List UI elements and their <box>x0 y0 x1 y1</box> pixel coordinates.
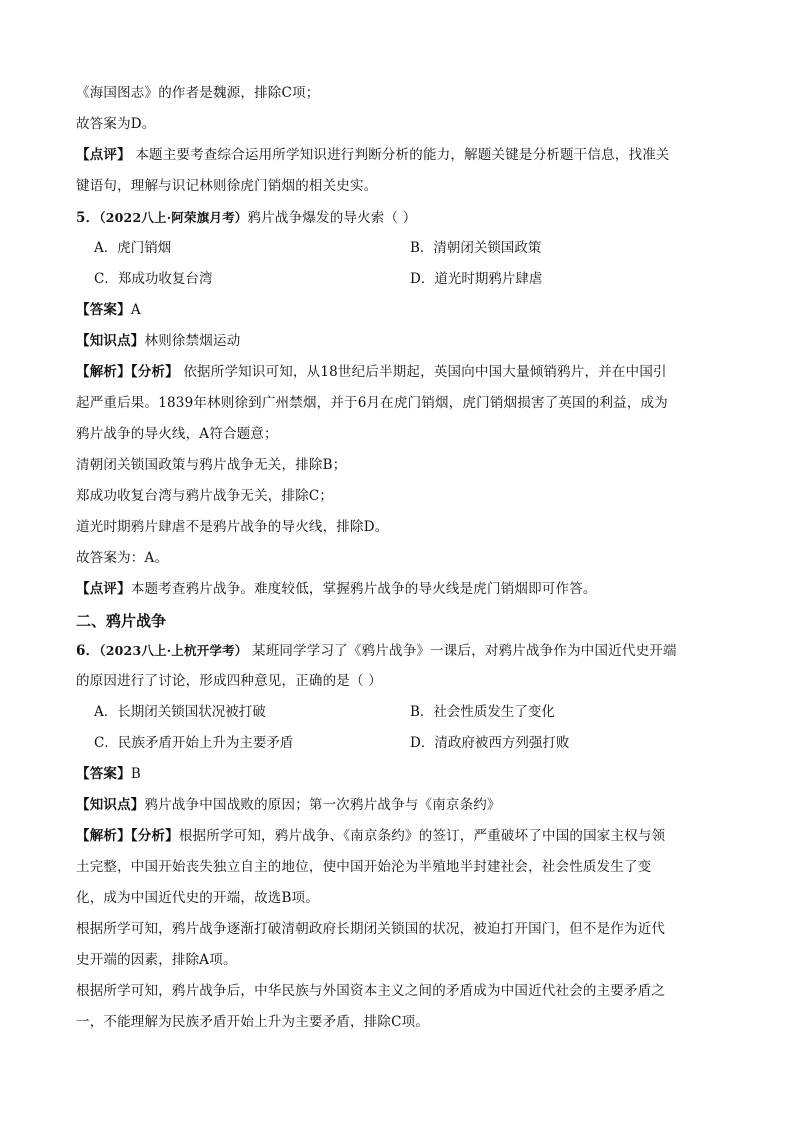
options-row <box>76 697 726 728</box>
comment-tag: 【点评】 <box>76 147 131 163</box>
analysis-tag: 【解析】【分析】 <box>76 364 179 380</box>
answer-tag: 【答案】 <box>76 766 131 782</box>
knowledge-point-line <box>76 326 726 357</box>
question-source: （2023八上·上杭开学考） <box>99 643 248 658</box>
analysis-line: 根据所学可知，鸦片战争后，中华民族与外国资本主义之间的矛盾成为中国近代社会的主要矛盾之 <box>76 983 666 999</box>
analysis-line <box>76 357 726 388</box>
answer-line <box>76 295 726 326</box>
comment-tag: 【点评】 <box>76 581 131 597</box>
question-number: 5． <box>76 210 100 226</box>
analysis-line: 郑成功收复台湾与鸦片战争无关，排除C； <box>76 488 334 504</box>
analysis-line: 一，不能理解为民族矛盾开始上升为主要矛盾，排除C项。 <box>76 1014 430 1030</box>
answer-value: B <box>130 766 141 782</box>
text-line: 《海国图志》的作者是魏源，排除C项； <box>76 85 320 101</box>
comment-text: 本题主要考查综合运用所学知识进行判断分析的能力，解题关键是分析题干信息，找准关 <box>135 147 670 163</box>
options-row <box>76 728 726 759</box>
comment-line <box>76 140 726 171</box>
analysis-line <box>76 821 726 852</box>
answer-line <box>76 759 726 790</box>
text-line: 故答案为D。 <box>76 116 156 132</box>
analysis-line: 故答案为：A。 <box>76 550 169 566</box>
option-d: D．清政府被西方列强打败 <box>410 735 570 751</box>
comment-text: 本题考查鸦片战争。难度较低，掌握鸦片战争的导火线是虎门销烟即可作答。 <box>130 581 597 597</box>
analysis-line: 清朝闭关锁国政策与鸦片战争无关，排除B； <box>76 457 347 473</box>
knowledge-point-text: 林则徐禁烟运动 <box>144 333 241 349</box>
analysis-line: 起严重后果。1839年林则徐到广州禁烟，并于6月在虎门销烟，虎门销烟损害了英国的利益，成为 <box>76 395 668 411</box>
analysis-text: 依据所学知识可知，从18世纪后半期起，英国向中国大量倾销鸦片，并在中国引 <box>183 364 667 380</box>
knowledge-point-line <box>76 790 726 821</box>
knowledge-point-tag: 【知识点】 <box>76 797 145 813</box>
option-b: B．社会性质发生了变化 <box>410 704 555 720</box>
question-text: 某班同学学习了《鸦片战争》一课后，对鸦片战争作为中国近代史开端 <box>252 643 677 659</box>
answer-tag: 【答案】 <box>76 302 131 318</box>
analysis-line: 根据所学可知，鸦片战争逐渐打破清朝政府长期闭关锁国的状况，被迫打开国门，但不是作为近代 <box>76 921 666 937</box>
section-heading: 二、鸦片战争 <box>76 612 167 630</box>
options-row <box>76 264 726 295</box>
question-5-stem <box>76 202 726 233</box>
option-a: A．虎门销烟 <box>94 240 172 256</box>
question-6-stem <box>76 635 726 666</box>
comment-line <box>76 574 726 605</box>
question-source: （2022八上·阿荣旗月考） <box>99 210 248 225</box>
option-b: B．清朝闭关锁国政策 <box>410 240 542 256</box>
option-a: A．长期闭关锁国状况被打破 <box>94 704 266 720</box>
analysis-line: 史开端的因素，排除A项。 <box>76 952 237 968</box>
document-page <box>76 78 726 1038</box>
question-text: 的原因进行了讨论，形成四种意见，正确的是（ ） <box>76 673 382 689</box>
option-d: D．道光时期鸦片肆虐 <box>410 271 543 287</box>
analysis-line: 道光时期鸦片肆虐不是鸦片战争的导火线，排除D。 <box>76 519 389 535</box>
knowledge-point-text: 鸦片战争中国战败的原因；第一次鸦片战争与《南京条约》 <box>144 797 501 813</box>
question-text: 鸦片战争爆发的导火索（ ） <box>247 210 417 226</box>
analysis-line: 土完整，中国开始丧失独立自主的地位，使中国开始沦为半殖地半封建社会，社会性质发生了变 <box>76 859 652 875</box>
option-c: C．郑成功收复台湾 <box>94 271 213 287</box>
analysis-line: 化，成为中国近代史的开端，故选B项。 <box>76 890 320 906</box>
question-number: 6． <box>76 643 100 659</box>
knowledge-point-tag: 【知识点】 <box>76 333 145 349</box>
text-line: 键语句，理解与识记林则徐虎门销烟的相关史实。 <box>76 178 378 194</box>
answer-value: A <box>130 302 141 318</box>
options-row <box>76 233 726 264</box>
analysis-line: 鸦片战争的导火线，A符合题意； <box>76 426 278 442</box>
option-c: C．民族矛盾开始上升为主要矛盾 <box>94 735 294 751</box>
analysis-text: 根据所学可知，鸦片战争、《南京条约》的签订，严重破坏了中国的国家主权与领 <box>178 828 666 844</box>
analysis-tag: 【解析】【分析】 <box>76 828 179 844</box>
